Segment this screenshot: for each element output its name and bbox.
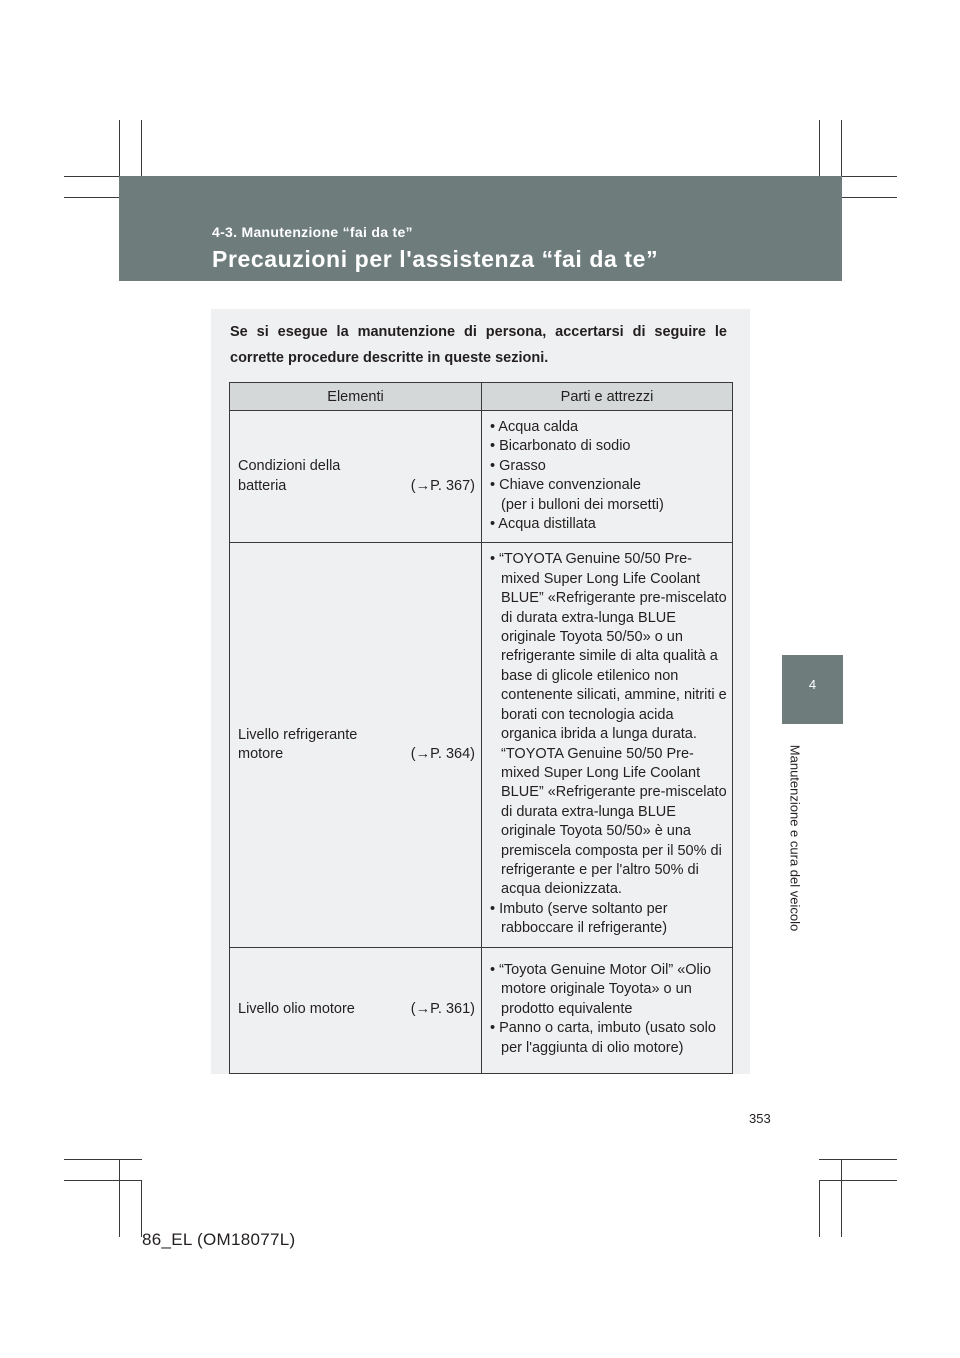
item-cell bbox=[230, 543, 482, 947]
table-row bbox=[230, 411, 733, 543]
list-item: • “Toyota Genuine Motor Oil” «Olio motore originale Toyota» o un prodotto equivalente bbox=[490, 962, 712, 1017]
parts-cell bbox=[482, 411, 733, 543]
item-line: Livello olio motore bbox=[238, 1001, 355, 1018]
column-header-items: Elementi bbox=[230, 383, 482, 411]
chapter-label-wrap bbox=[783, 732, 807, 944]
page-number: 353 bbox=[749, 1111, 771, 1126]
crop-mark bbox=[141, 1180, 142, 1237]
list-item: • “TOYOTA Genuine 50/50 Pre-mixed Super Long Life Coolant BLUE” «Refrigerante pre-miscelato di durata extra-lunga BLUE originale Toyota 50/50» o un refrigerante simile di alta qualità a base di glicole etilenico non contenente silicati, ammine, nitriti e borati con tecnologia acida organica ibrida a lunga durata. “TOYOTA Genuine 50/50 Pre-mixed Super Long Life Coolant BLUE” «Refrigerante pre-miscelato di durata extra-lunga BLUE originale Toyota 50/50» è una premiscela composta per il 50% di refrigerante e per l'altro 50% di acqua deionizzata. bbox=[490, 551, 727, 898]
parts-cell bbox=[482, 947, 733, 1073]
list-item: • Bicarbonato di sodio bbox=[490, 438, 631, 455]
table-header-row bbox=[230, 383, 733, 411]
item-line: Condizioni della bbox=[238, 458, 341, 475]
document-code: 86_EL (OM18077L) bbox=[142, 1230, 296, 1249]
table-row bbox=[230, 947, 733, 1073]
page-reference: (→P. 367) bbox=[410, 477, 475, 494]
item-label bbox=[238, 726, 475, 765]
chapter-label: Manutenzione e cura del veicolo bbox=[787, 744, 803, 932]
crop-mark bbox=[819, 1159, 897, 1160]
page-reference: (→P. 364) bbox=[410, 746, 475, 762]
intro-paragraph: Se si esegue la manutenzione di persona, accertarsi di seguire le corrette procedure descritte in queste sezioni. bbox=[230, 324, 727, 366]
item-cell bbox=[230, 947, 482, 1073]
item-cell bbox=[230, 411, 482, 543]
crop-mark bbox=[64, 1159, 142, 1160]
page-reference: (→P. 361) bbox=[410, 1001, 475, 1018]
item-line: Livello refrigerante bbox=[238, 726, 358, 743]
item-line: batteria bbox=[238, 477, 287, 494]
chapter-number: 4 bbox=[808, 677, 817, 692]
maintenance-table bbox=[229, 382, 733, 1074]
header-band bbox=[119, 176, 842, 281]
item-label bbox=[238, 457, 475, 496]
chapter-tab bbox=[782, 655, 843, 724]
crop-mark bbox=[819, 1180, 897, 1181]
list-item: • Grasso bbox=[490, 457, 546, 474]
item-line: motore bbox=[238, 746, 284, 762]
table-row bbox=[230, 543, 733, 947]
item-label bbox=[238, 1000, 475, 1019]
crop-mark bbox=[64, 1180, 142, 1181]
list-item: • Imbuto (serve soltanto per rabboccare il refrigerante) bbox=[490, 900, 668, 937]
page-title: Precauzioni per l'assistenza “fai da te” bbox=[212, 246, 659, 272]
parts-cell bbox=[482, 543, 733, 947]
crop-mark bbox=[841, 1159, 842, 1237]
list-item: • Acqua distillata bbox=[490, 516, 596, 533]
section-label: 4-3. Manutenzione “fai da te” bbox=[212, 224, 413, 240]
list-item: • Panno o carta, imbuto (usato solo per l'aggiunta di olio motore) bbox=[490, 1020, 716, 1056]
crop-mark bbox=[819, 1180, 820, 1237]
list-item: • Chiave convenzionale (per i bulloni dei morsetti) bbox=[490, 477, 664, 513]
crop-mark bbox=[119, 1159, 120, 1237]
column-header-parts: Parti e attrezzi bbox=[482, 383, 733, 411]
list-item: • Acqua calda bbox=[490, 419, 579, 435]
